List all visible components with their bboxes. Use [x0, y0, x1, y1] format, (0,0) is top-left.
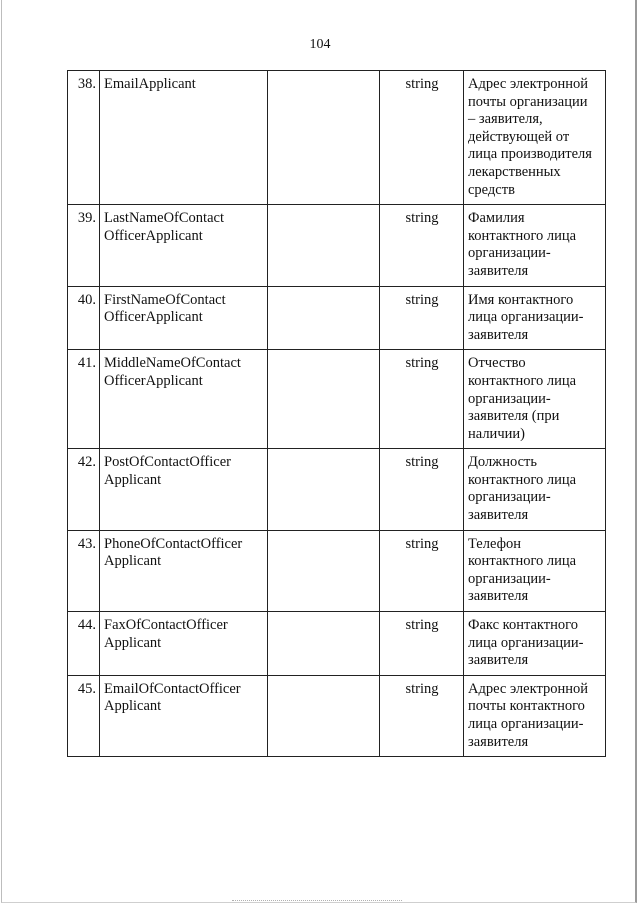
- element-name-line: MiddleNameOfContact: [104, 355, 241, 372]
- empty-cell: [268, 350, 380, 449]
- table-body: [68, 71, 606, 757]
- description-line: контактного лица: [468, 553, 577, 570]
- description-line: лица организации-: [468, 309, 584, 326]
- description-line: заявителя: [468, 507, 529, 524]
- data-type-cell: string: [380, 449, 464, 530]
- description-line: почты контактного: [468, 698, 585, 715]
- element-name-line: Applicant: [104, 698, 162, 715]
- data-type-cell: string: [380, 530, 464, 611]
- element-name-line: FirstNameOfContact: [104, 291, 226, 308]
- data-type-cell: string: [380, 286, 464, 350]
- description-cell: [464, 530, 606, 611]
- data-type-cell: string: [380, 205, 464, 286]
- description-line: контактного лица: [468, 471, 577, 488]
- row-number: 40.: [68, 286, 100, 350]
- table-row: [68, 675, 606, 756]
- element-name-cell: [100, 612, 268, 676]
- description-line: лица организации-: [468, 716, 584, 732]
- element-name-line: OfficerApplicant: [104, 372, 203, 389]
- element-name-cell: [100, 205, 268, 286]
- element-name-line: EmailOfContactOfficer: [104, 680, 241, 697]
- element-name-cell: [100, 286, 268, 350]
- description-line: лица организации-: [468, 634, 584, 651]
- description-line: организации-: [468, 245, 551, 262]
- table-row: [68, 350, 606, 449]
- element-name-line: LastNameOfContact: [104, 210, 224, 227]
- description-line: заявителя: [468, 326, 529, 343]
- description-line: Факс контактного: [468, 617, 578, 634]
- element-name-line: OfficerApplicant: [104, 309, 203, 326]
- row-number: 45.: [68, 675, 100, 756]
- empty-cell: [268, 71, 380, 205]
- element-name-cell: [100, 449, 268, 530]
- description-line: Адрес электронной: [468, 680, 588, 697]
- description-line: заявителя: [468, 262, 529, 279]
- element-name-line: FaxOfContactOfficer: [104, 617, 228, 634]
- row-number: 44.: [68, 612, 100, 676]
- data-type-cell: string: [380, 675, 464, 756]
- description-line: Адрес электронной: [468, 76, 588, 92]
- element-spec-table: [67, 70, 606, 757]
- description-line: Имя контактного: [468, 291, 574, 308]
- element-name-line: OfficerApplicant: [104, 227, 203, 244]
- data-type-cell: string: [380, 612, 464, 676]
- description-cell: [464, 449, 606, 530]
- empty-cell: [268, 205, 380, 286]
- description-cell: [464, 612, 606, 676]
- description-line: контактного лица: [468, 372, 577, 389]
- table-row: [68, 205, 606, 286]
- description-line: заявителя (при: [468, 408, 560, 425]
- scan-artifact: [232, 900, 402, 902]
- description-cell: [464, 286, 606, 350]
- description-line: Отчество: [468, 355, 526, 372]
- empty-cell: [268, 286, 380, 350]
- description-line: заявителя: [468, 733, 529, 750]
- data-type-cell: string: [380, 71, 464, 205]
- element-name-line: Applicant: [104, 634, 162, 651]
- description-line: наличии): [468, 425, 525, 442]
- description-line: средств: [468, 181, 515, 198]
- empty-cell: [268, 530, 380, 611]
- description-line: заявителя: [468, 588, 529, 605]
- description-line: Должность: [468, 454, 537, 471]
- description-line: лекарственных: [468, 163, 561, 180]
- table-row: [68, 286, 606, 350]
- description-cell: [464, 675, 606, 756]
- description-cell: [464, 205, 606, 286]
- row-number: 41.: [68, 350, 100, 449]
- row-number: 38.: [68, 71, 100, 205]
- row-number: 42.: [68, 449, 100, 530]
- description-line: Фамилия: [468, 210, 525, 227]
- description-line: – заявителя,: [468, 111, 543, 128]
- element-name-line: Applicant: [104, 553, 162, 570]
- description-line: организации-: [468, 390, 551, 407]
- table-row: [68, 612, 606, 676]
- empty-cell: [268, 612, 380, 676]
- description-line: организации-: [468, 489, 551, 506]
- element-name-line: PostOfContactOfficer: [104, 454, 231, 471]
- row-number: 43.: [68, 530, 100, 611]
- empty-cell: [268, 675, 380, 756]
- description-cell: [464, 71, 606, 205]
- element-name-line: PhoneOfContactOfficer: [104, 535, 243, 552]
- row-number: 39.: [68, 205, 100, 286]
- description-line: организации-: [468, 570, 551, 587]
- table-row: [68, 449, 606, 530]
- element-name-cell: [100, 530, 268, 611]
- element-name-cell: [100, 71, 268, 205]
- empty-cell: [268, 449, 380, 530]
- table-row: [68, 530, 606, 611]
- description-line: действующей от: [468, 128, 570, 145]
- element-name-line: EmailApplicant: [104, 76, 196, 92]
- description-line: почты организации: [468, 93, 588, 110]
- table-row: [68, 71, 606, 205]
- description-line: заявителя: [468, 652, 529, 669]
- element-name-line: Applicant: [104, 471, 162, 488]
- description-cell: [464, 350, 606, 449]
- element-name-cell: [100, 350, 268, 449]
- description-line: лица производителя: [468, 146, 592, 163]
- description-line: Телефон: [468, 535, 521, 552]
- data-type-cell: string: [380, 350, 464, 449]
- page-number: 104: [309, 37, 331, 52]
- element-name-cell: [100, 675, 268, 756]
- description-line: контактного лица: [468, 227, 577, 244]
